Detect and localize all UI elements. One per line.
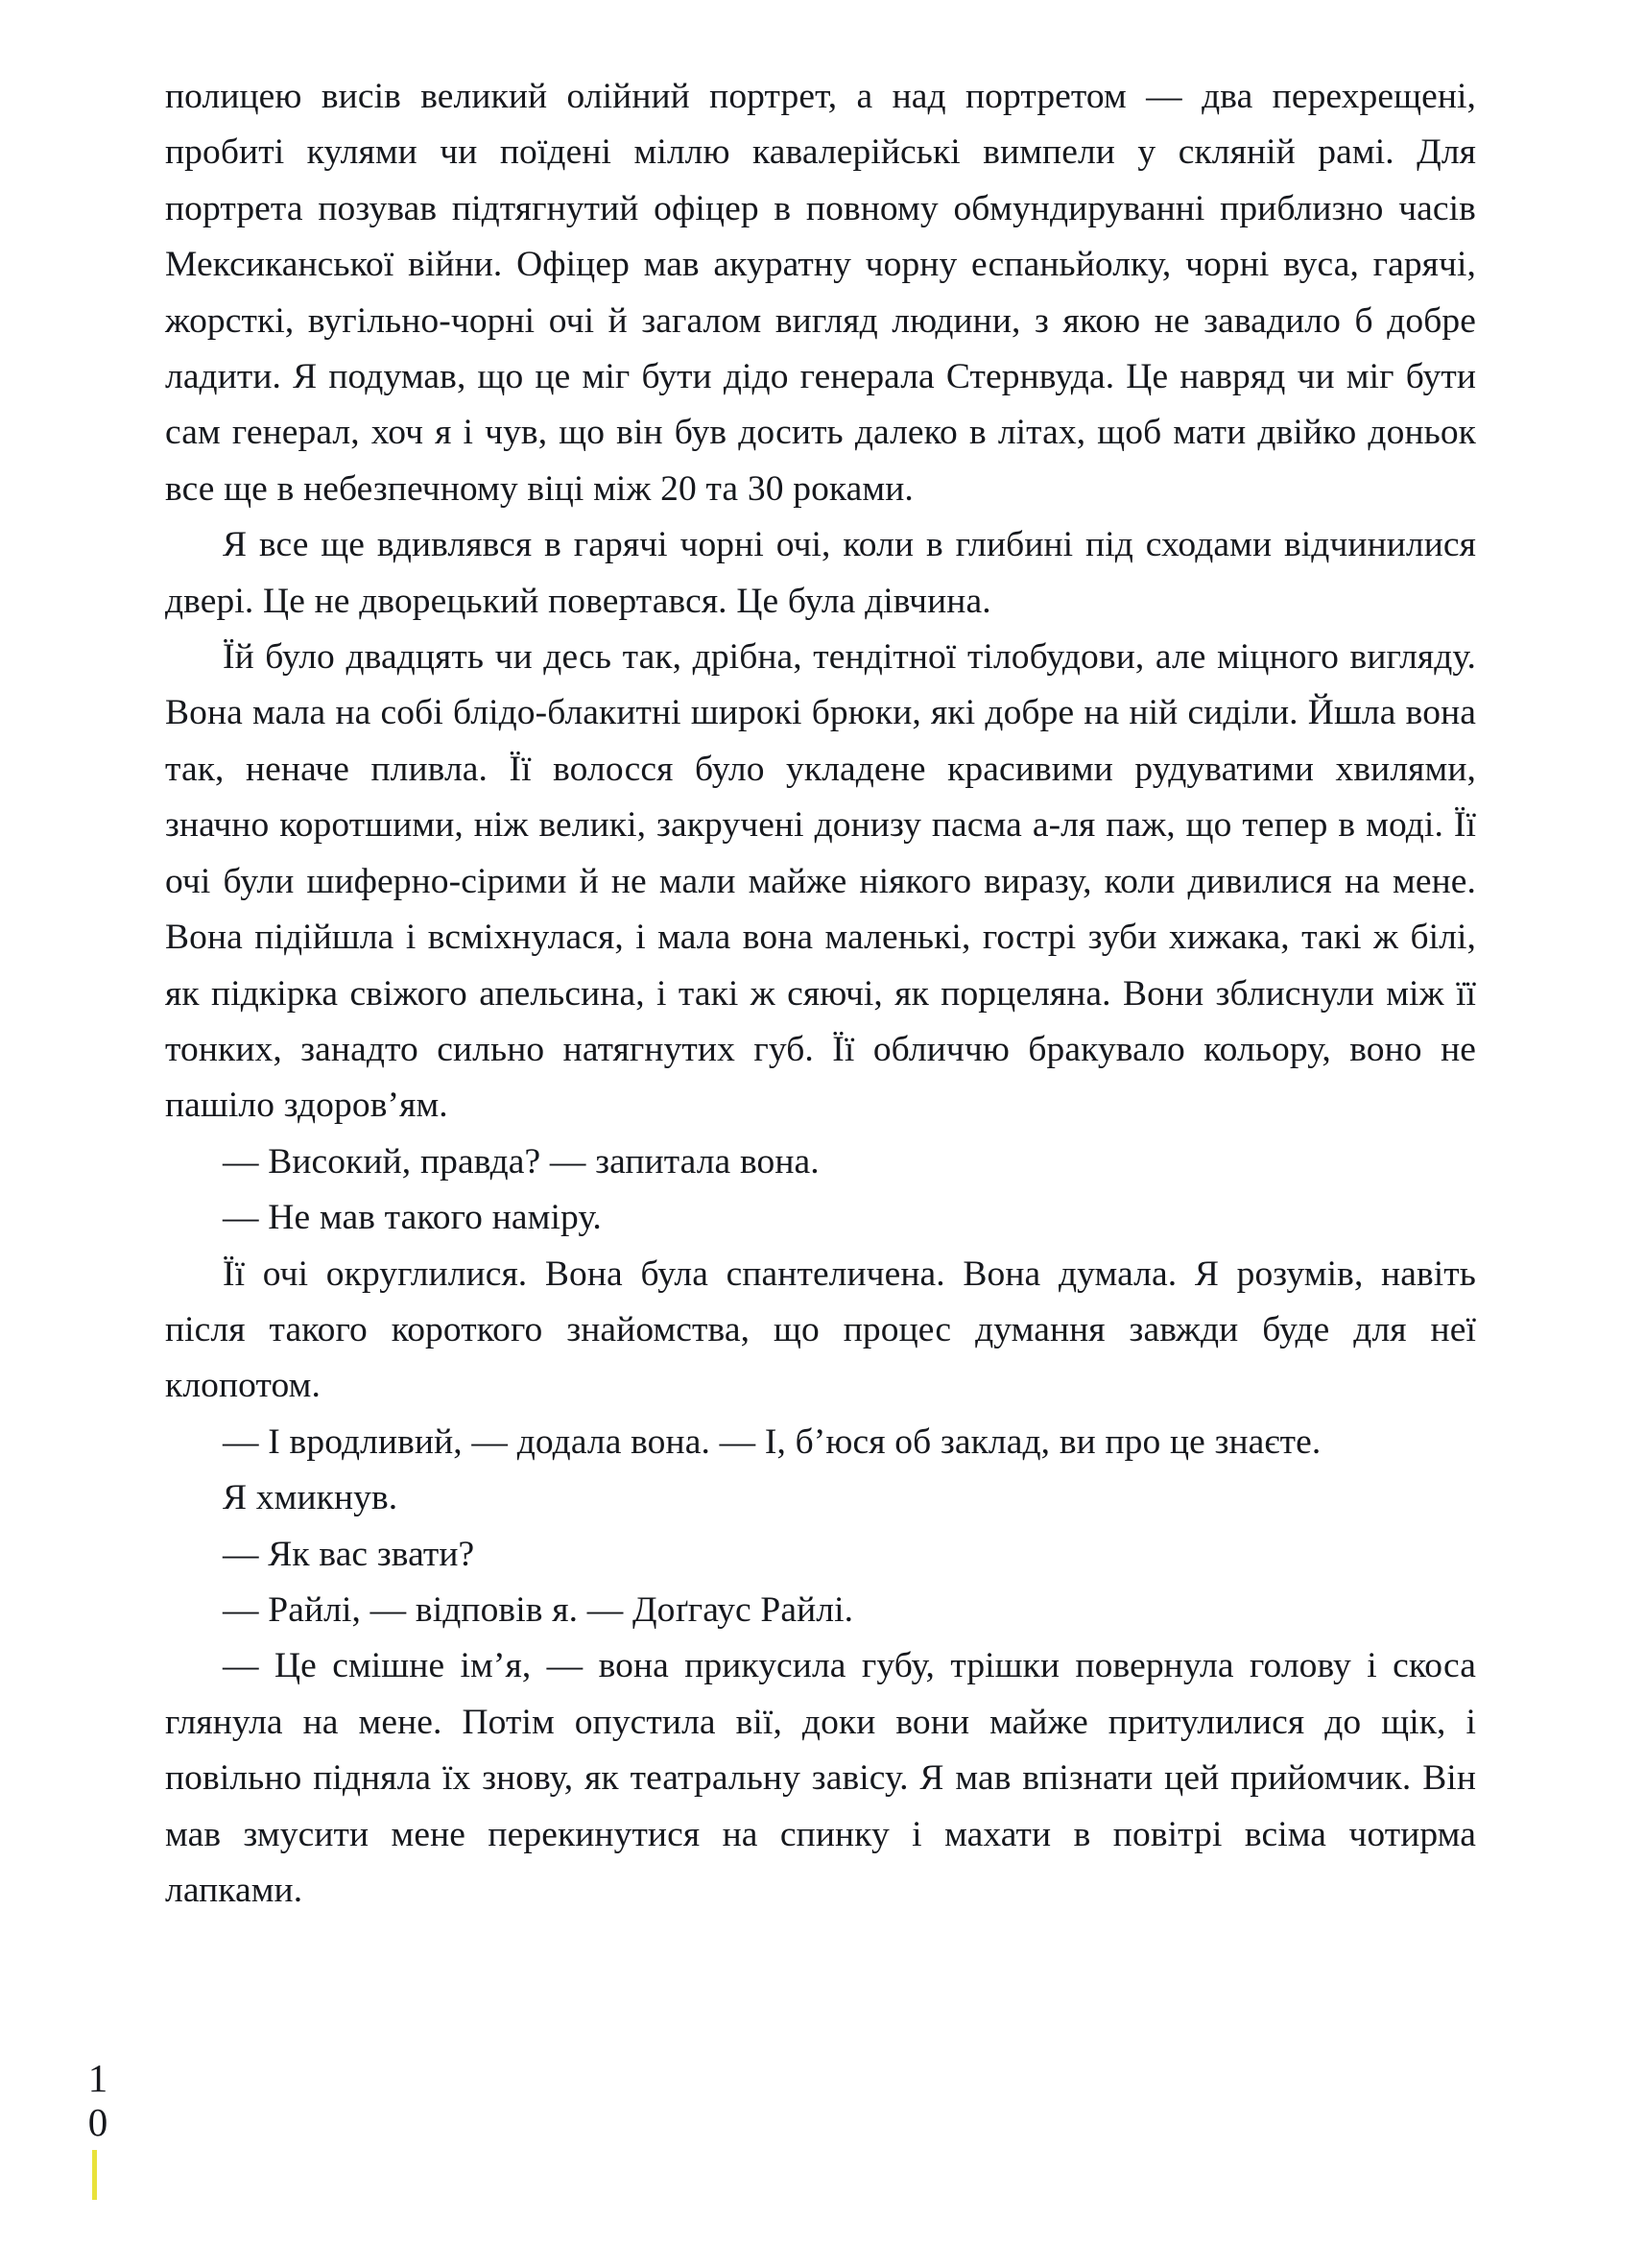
body-text-column <box>165 69 1476 1919</box>
dialogue-line: — Як вас звати? <box>223 1534 475 1574</box>
folio-accent-rule <box>92 2150 97 2200</box>
page-number-digit-2: 0 <box>87 2100 108 2144</box>
dialogue-line: — Не мав такого наміру. <box>223 1198 602 1238</box>
paragraph: Я хмикнув. <box>223 1478 398 1518</box>
paragraph: полицею висів великий олійний портрет, а над портретом — два перехрещені, пробиті кулями чи поїдені міллю кавалерійські вимпели у скляній рамі. Для портрета позував підтягнутий офіцер в повному обмундируванні приблизно часів Мексиканської війни. Офіцер мав акуратну чорну еспаньйолку, чорні вуса, гарячі, жорсткі, вугільно-чорні очі й загалом вигляд людини, з якою не завадило б добре ладити. Я подумав, що це міг бути дідо генерала Стернвуда. Це навряд чи міг бути сам генерал, хоч я і чув, що він був досить далеко в літах, щоб мати двійко доньок все ще в небезпечному віці між 20 та 30 роками. <box>165 77 1476 509</box>
dialogue-line: — Це смішне ім’я, — вона прикусила губу, трішки повернула голову і скоса глянула на мене. Потім опустила вії, доки вони майже притулилися до щік, і повільно підняла їх знову, як театральну завісу. Я мав впізнати цей прийомчик. Він мав змусити мене перекинутися на спинку і махати в повітрі всіма чотирма лапками. <box>165 1646 1476 1910</box>
dialogue-line: — Високий, правда? — запитала вона. <box>223 1141 820 1182</box>
paragraph: Її очі округлилися. Вона була спантеличена. Вона думала. Я розумів, навіть після такого короткого знайомства, що процес думання завжди буде для неї клопотом. <box>165 1253 1476 1406</box>
dialogue-line: — І вродливий, — додала вона. — І, б’юся об заклад, ви про це знаєте. <box>223 1421 1322 1462</box>
paragraph: Я все ще вдивлявся в гарячі чорні очі, коли в глибині під сходами відчинилися двері. Це не дворецький повертався. Це була дівчина. <box>165 525 1476 621</box>
paragraph: Їй було двадцять чи десь так, дрібна, тендітної тілобудови, але міцного вигляду. Вона мала на собі блідо-блакитні широкі брюки, які добре на ній сиділи. Йшла вона так, неначе пливла. Її волосся було укладене красивими рудуватими хвилями, значно коротшими, ніж великі, закручені донизу пасма а-ля паж, що тепер в моді. Її очі були шиферно-сірими й не мали майже ніякого виразу, коли дивилися на мене. Вона підійшла і всміхнулася, і мала вона маленькі, гострі зуби хижака, такі ж білі, як підкірка свіжого апельсина, і такі ж сяючі, як порцеляна. Вони зблиснули між її тонких, занадто сильно натягнутих губ. Її обличчю бракувало кольору, воно не пашіло здоров’ям. <box>165 637 1476 1126</box>
page-number-digit-1: 1 <box>87 2056 108 2100</box>
dialogue-line: — Райлі, — відповів я. — Доґгаус Райлі. <box>223 1589 854 1630</box>
page-number <box>79 2056 117 2144</box>
